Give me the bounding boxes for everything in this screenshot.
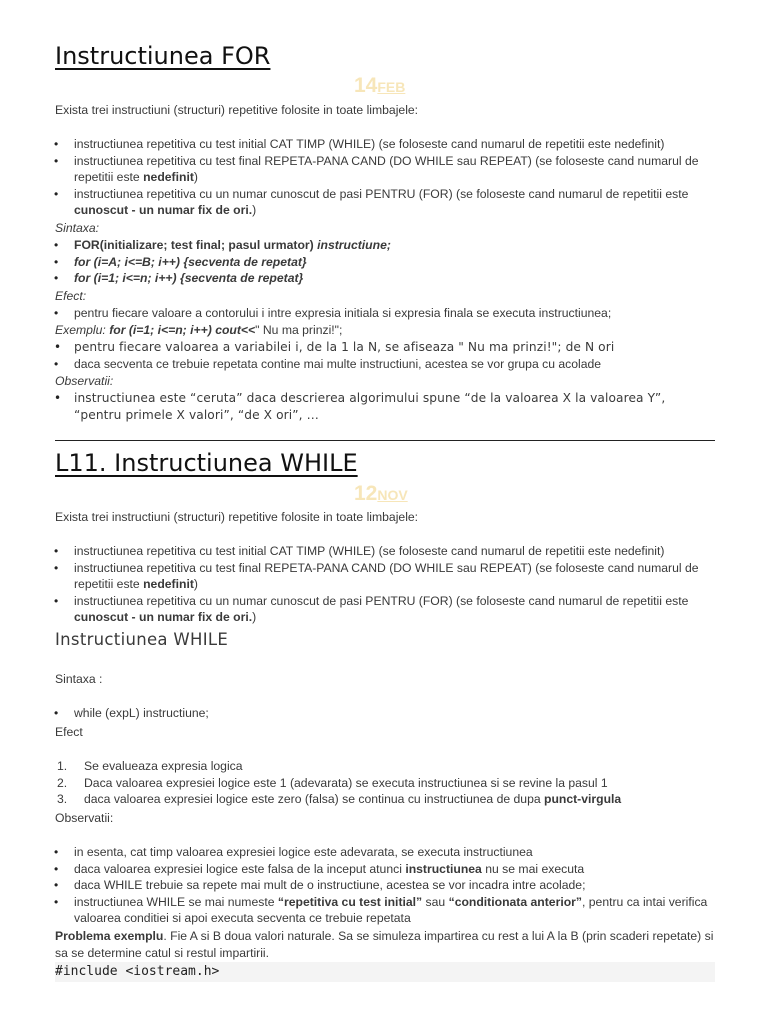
effect-list (55, 305, 715, 322)
example-problem: Problema exemplu. Fie A si B doua valori naturale. Sa se simuleza impartirea cu rest a lui A la B (prin scaderi repetate) si sa se determine catul si restul impartirii. (55, 929, 714, 960)
list-item: • instructiunea repetitiva cu test final REPETA-PANA CAND (DO WHILE sau REPEAT) (se foloseste cand numarul de repetitii este nedefinit) (55, 153, 715, 186)
list-item: • daca WHILE trebuie sa repete mai mult de o instructiune, acestea se vor incadra intre acolade; (55, 877, 715, 894)
syntax-label: Sintaxa: (55, 221, 100, 235)
section-intro: Exista trei instructiuni (structuri) repetitive folosite in toate limbajele: (55, 510, 419, 524)
section-intro: Exista trei instructiuni (structuri) repetitive folosite in toate limbajele: (55, 103, 419, 117)
syntax-label: Sintaxa : (55, 672, 103, 686)
observations-label: Observatii: (55, 374, 114, 388)
section-title-while: L11. Instructiunea WHILE (55, 449, 358, 477)
date-month: NOV (377, 487, 408, 503)
code-line: #include <iostream.h> (55, 964, 220, 979)
effect-steps (57, 758, 715, 808)
list-item: • instructiunea WHILE se mai numeste “repetitiva cu test initial” sau “conditionata anterior”, pentru ca intai verifica valoarea conditiei si apoi executa secventa ce trebuie repetata (55, 894, 715, 927)
subsection-title: Instructiunea WHILE (55, 630, 229, 649)
observations-label: Observatii: (55, 811, 114, 825)
repetitive-types-list (55, 543, 715, 626)
syntax-list (55, 237, 715, 287)
list-item: • while (expL) instructiune; (55, 705, 715, 722)
effect-label: Efect: (55, 289, 87, 303)
list-item: • pentru fiecare valoare a contorului i intre expresia initiala si expresia finala se executa instructiunea; (55, 305, 715, 322)
list-item: 2. Daca valoarea expresiei logice este 1 (adevarata) se executa instructiunea si se revine la pasul 1 (57, 775, 608, 790)
list-item: • pentru fiecare valoarea a variabilei i, de la 1 la N, se afiseaza " Nu ma prinzi!"; de N ori (55, 339, 715, 356)
post-date-for (354, 74, 405, 98)
observations-list (55, 844, 715, 927)
section-title-for: Instructiunea FOR (55, 42, 271, 70)
list-item: • instructiunea repetitiva cu test initial CAT TIMP (WHILE) (se foloseste cand numarul de repetitii este nedefinit) (55, 543, 715, 560)
example-list (55, 339, 715, 372)
date-month: FEB (377, 79, 406, 95)
list-item: • for (i=A; i<=B; i++) {secventa de repetat} (55, 254, 715, 271)
list-item: • instructiunea repetitiva cu test final REPETA-PANA CAND (DO WHILE sau REPEAT) (se foloseste cand numarul de repetitii este nedefinit) (55, 560, 715, 593)
example-line: Exemplu: for (i=1; i<=n; i++) cout<<" Nu ma prinzi!"; (55, 323, 343, 337)
list-item: • instructiunea este “ceruta” daca descrierea algorimului spune “de la valoarea X la valoarea Y”, “pentru primele X valori”, “de X ori”, … (55, 390, 715, 423)
list-item: • instructiunea repetitiva cu un numar cunoscut de pasi PENTRU (FOR) (se foloseste cand numarul de repetitii este cunoscut - un numar fix de ori.) (55, 186, 715, 219)
code-block (55, 962, 715, 982)
date-day: 14 (354, 74, 378, 97)
date-day: 12 (354, 482, 378, 505)
list-item: 3. daca valoarea expresiei logice este zero (falsa) se continua cu instructiunea de dupa punct-virgula (57, 792, 622, 807)
list-item: • daca secventa ce trebuie repetata contine mai multe instructiuni, acestea se vor grupa cu acolade (55, 356, 715, 373)
list-item: • FOR(initializare; test final; pasul urmator) instructiune; (55, 237, 715, 254)
section-divider (55, 440, 715, 441)
list-item: • in esenta, cat timp valoarea expresiei logice este adevarata, se executa instructiunea (55, 844, 715, 861)
effect-label: Efect (55, 725, 83, 739)
list-item: • daca valoarea expresiei logice este falsa de la inceput atunci instructiunea nu se mai executa (55, 861, 715, 878)
list-item: • for (i=1; i<=n; i++) {secventa de repetat} (55, 270, 715, 287)
post-date-while (354, 482, 408, 506)
list-item: • instructiunea repetitiva cu un numar cunoscut de pasi PENTRU (FOR) (se foloseste cand numarul de repetitii este cunoscut - un numar fix de ori.) (55, 593, 715, 626)
list-item: 1. Se evalueaza expresia logica (57, 759, 243, 773)
observations-list (55, 390, 715, 423)
list-item: • instructiunea repetitiva cu test initial CAT TIMP (WHILE) (se foloseste cand numarul de repetitii este nedefinit) (55, 136, 715, 153)
repetitive-types-list (55, 136, 715, 219)
syntax-list (55, 705, 715, 722)
